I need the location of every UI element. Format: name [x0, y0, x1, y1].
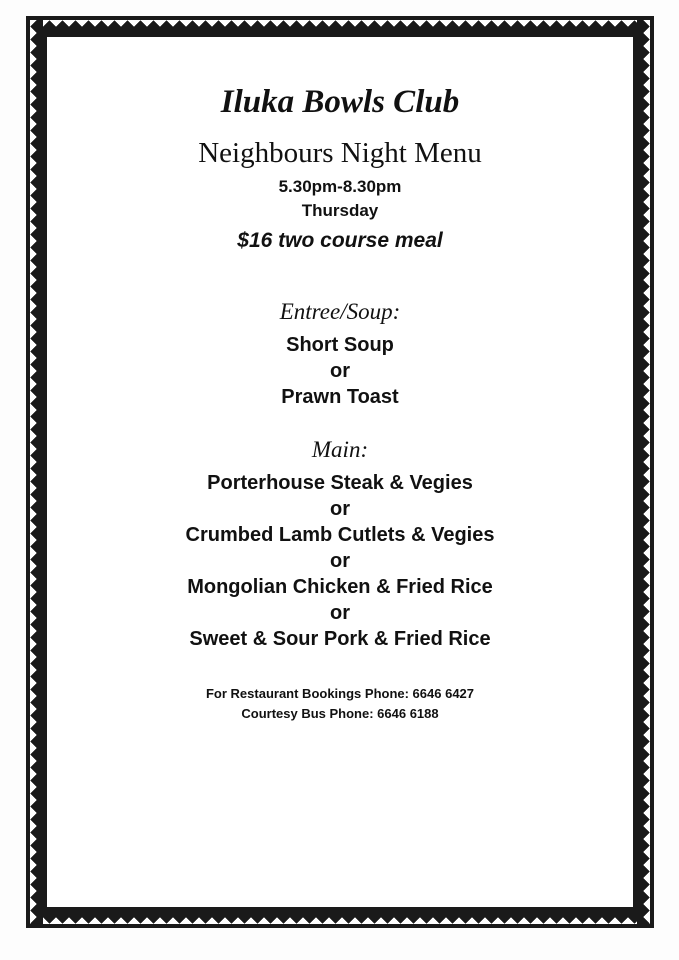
menu-content	[44, 30, 636, 724]
main-or: or	[330, 602, 350, 624]
main-item: Porterhouse Steak & Vegies	[207, 472, 473, 494]
entree-item: Prawn Toast	[281, 386, 399, 408]
bus-phone: Courtesy Bus Phone: 6646 6188	[241, 706, 439, 721]
main-heading: Main:	[311, 437, 369, 462]
main-item: Sweet & Sour Pork & Fried Rice	[189, 628, 491, 650]
club-name: Iluka Bowls Club	[220, 84, 460, 120]
meal-price: $16 two course meal	[237, 229, 443, 252]
entree-heading: Entree/Soup:	[279, 299, 401, 324]
bookings-phone: For Restaurant Bookings Phone: 6646 6427	[205, 686, 475, 701]
entree-or: or	[330, 360, 350, 382]
main-item: Mongolian Chicken & Fried Rice	[187, 576, 493, 598]
menu-title: Neighbours Night Menu	[198, 137, 482, 169]
main-item: Crumbed Lamb Cutlets & Vegies	[185, 524, 495, 546]
service-time: 5.30pm-8.30pm	[278, 177, 402, 196]
entree-item: Short Soup	[286, 334, 394, 356]
main-or: or	[330, 498, 350, 520]
triangle-border-bottom-icon	[30, 911, 650, 924]
contact-block	[44, 684, 636, 724]
main-or: or	[330, 550, 350, 572]
service-day: Thursday	[301, 201, 379, 220]
triangle-border-right-icon	[637, 20, 650, 924]
triangle-border-left-icon	[30, 20, 43, 924]
